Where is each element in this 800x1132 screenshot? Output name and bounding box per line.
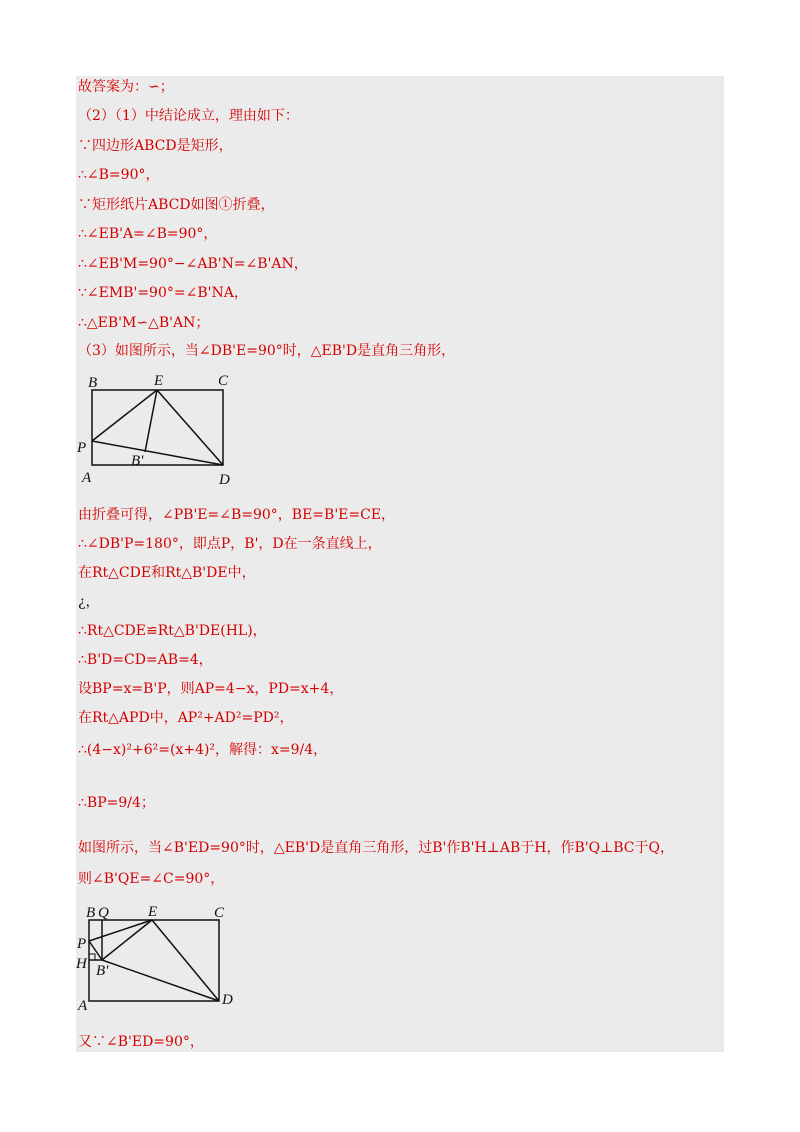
label-a: A xyxy=(82,470,92,486)
line-eb-prime xyxy=(102,920,152,960)
label-d: D xyxy=(222,992,233,1008)
text-line-12: ∴∠DB'P=180°，即点P，B'，D在一条直线上， xyxy=(78,536,382,552)
label-b-prime: B' xyxy=(96,963,109,979)
label-b-prime: B' xyxy=(131,453,144,469)
text-line-2: （2）（1）中结论成立，理由如下： xyxy=(78,108,299,124)
text-line-9: ∴△EB'M∽△B'AN； xyxy=(78,315,210,331)
text-line-20 xyxy=(78,793,155,813)
figure-2-rectangle xyxy=(89,920,219,1001)
text-line-15: ∴Rt△CDE≌Rt△B'DE(HL)， xyxy=(78,623,267,639)
text-line-6: ∴∠EB'A=∠B=90°， xyxy=(78,226,218,242)
equation-text: ∴(4−x)²+6²=(x+4)²，解得：x=9/4， xyxy=(78,742,328,758)
text-line-21: 如图所示，当∠B'ED=90°时，△EB'D是直角三角形，过B'作B'H⊥AB于H，作B'Q⊥BC于Q， xyxy=(78,840,674,856)
text-line-19 xyxy=(78,740,327,760)
label-a: A xyxy=(78,998,88,1014)
label-e: E xyxy=(154,373,164,389)
text-line-16: ∴B'D=CD=AB=4， xyxy=(78,652,213,668)
fold-line-ep xyxy=(92,390,157,441)
label-q: Q xyxy=(98,905,109,921)
label-c: C xyxy=(218,373,229,389)
fold-line-ep xyxy=(89,920,152,941)
text-line-10: （3）如图所示，当∠DB'E=90°时，△EB'D是直角三角形， xyxy=(78,343,456,359)
text-line-14: ¿， xyxy=(78,594,100,610)
label-h: H xyxy=(76,956,87,972)
text-line-5: ∵矩形纸片ABCD如图①折叠， xyxy=(78,197,275,213)
text-line-23: 又∵∠B'ED=90°， xyxy=(78,1034,204,1050)
text-line-8: ∵∠EMB'=90°=∠B'NA， xyxy=(78,285,248,301)
line-ed xyxy=(157,390,223,465)
text-line-11: 由折叠可得，∠PB'E=∠B=90°，BE=B'E=CE， xyxy=(78,507,396,523)
text-line-18: 在Rt△APD中，AP²+AD²=PD²， xyxy=(78,710,294,726)
line-eb-prime xyxy=(145,390,157,452)
text-line-7: ∴∠EB'M=90°−∠AB'N=∠B'AN， xyxy=(78,256,308,272)
label-d: D xyxy=(219,472,230,488)
label-c: C xyxy=(214,905,225,921)
figure-1 xyxy=(76,370,246,490)
text-line-13: 在Rt△CDE和Rt△B'DE中， xyxy=(78,565,256,581)
label-p: P xyxy=(77,936,87,952)
text-line-22: 则∠B'QE=∠C=90°， xyxy=(78,871,225,887)
figure-2 xyxy=(76,900,246,1015)
label-e: E xyxy=(148,904,158,920)
bp-result: ∴BP=9/4； xyxy=(78,795,155,811)
text-line-17: 设BP=x=B'P，则AP=4−x，PD=x+4， xyxy=(78,681,344,697)
label-b: B xyxy=(88,375,98,391)
label-b: B xyxy=(86,905,96,921)
label-p: P xyxy=(77,440,87,456)
right-angle-mark xyxy=(89,954,95,960)
text-line-1: 故答案为：∽； xyxy=(78,79,174,95)
text-line-4: ∴∠B=90°， xyxy=(78,167,160,183)
text-line-3: ∵四边形ABCD是矩形， xyxy=(78,138,233,154)
line-pd xyxy=(92,441,223,465)
